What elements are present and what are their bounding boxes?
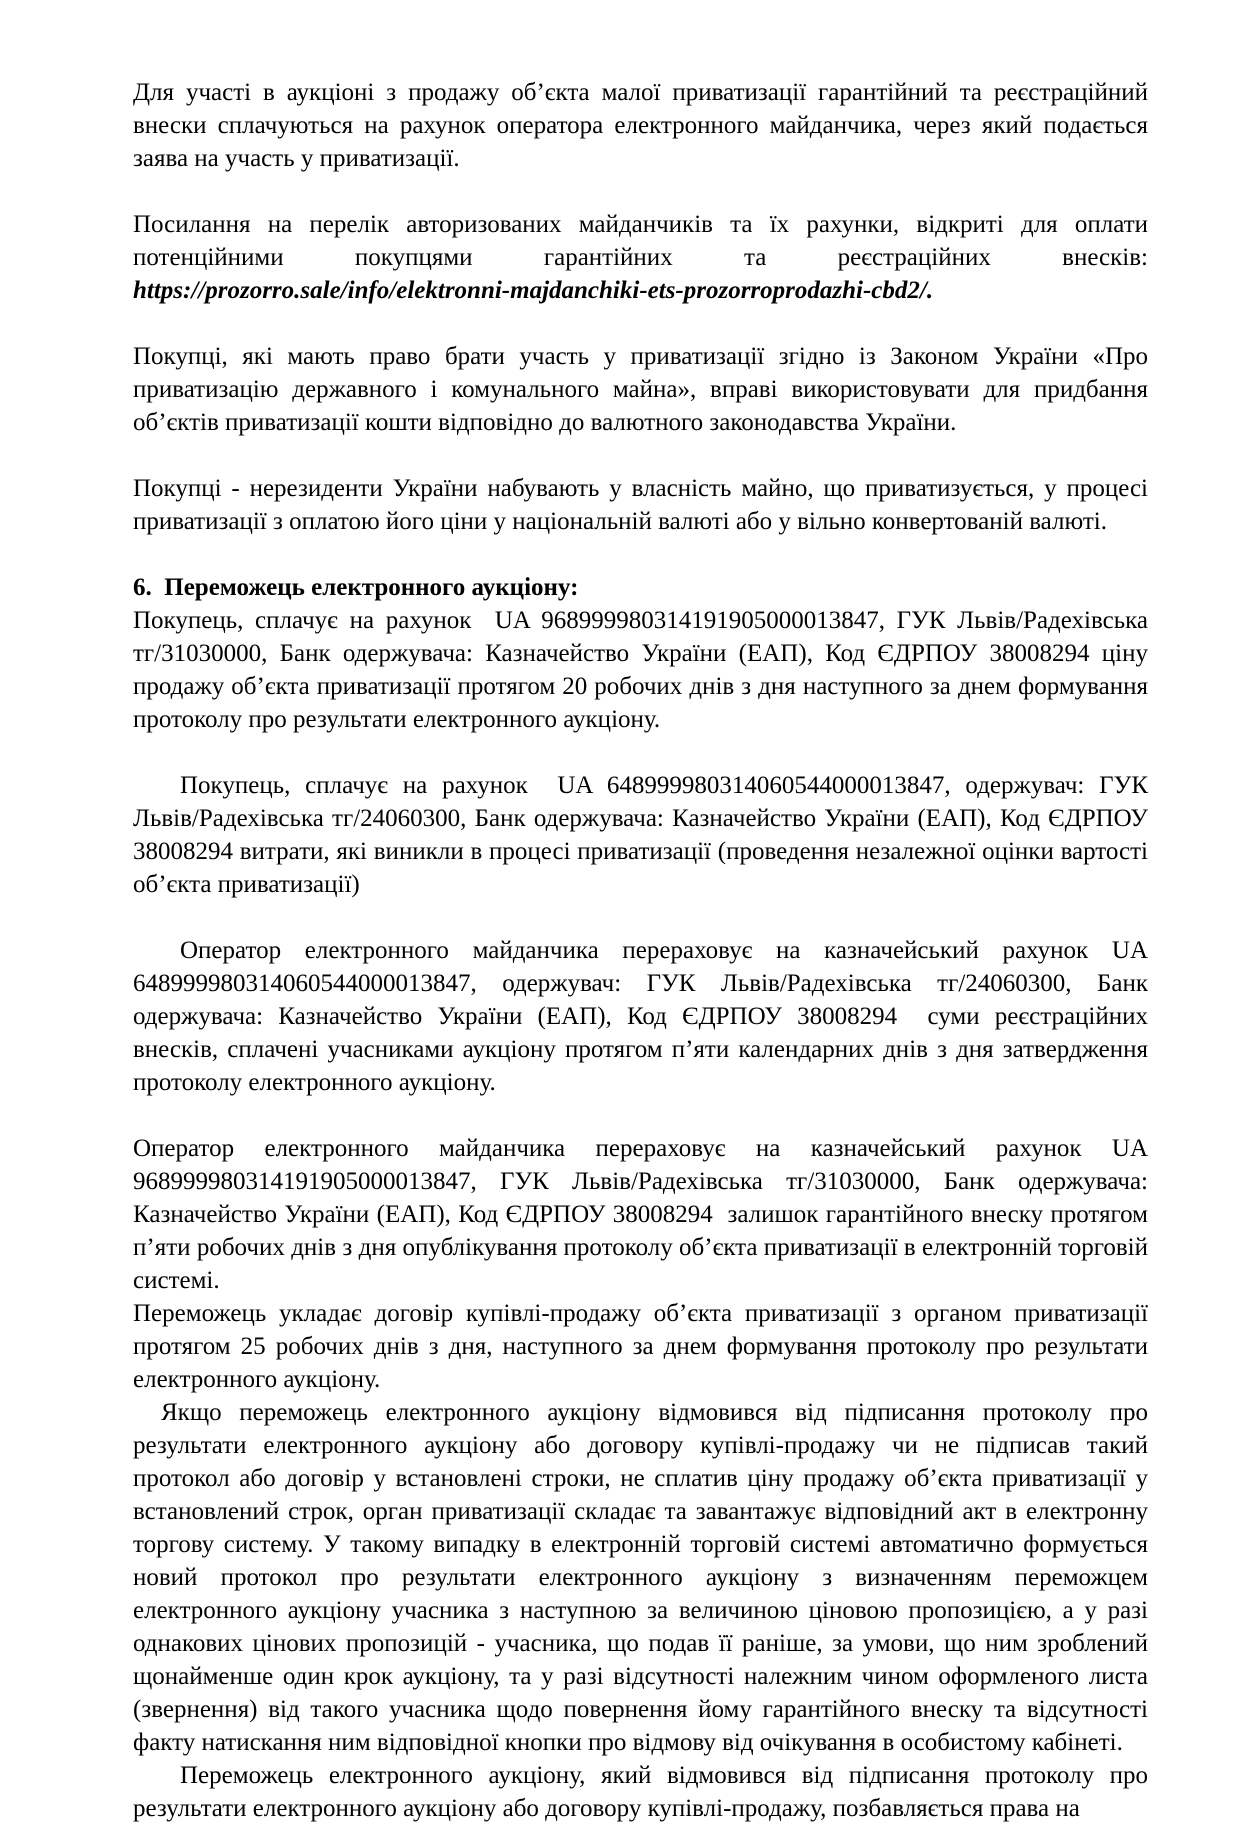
paragraph-winner-refusal-rights-loss: Переможець електронного аукціону, який відмовився від підписання протоколу про результати електронного аукціону або договору купівлі-продажу, позбавляється права на (133, 1762, 1148, 1822)
paragraph-platform-links-text: Посилання на перелік авторизованих майданчиків та їх рахунки, відкриті для оплати потенційними покупцями гарантійних та реєстраційних внесків: (133, 211, 1148, 271)
paragraph-payment-costs-account: Покупець, сплачує на рахунок UA 648999980314060544000013847, одержувач: ГУК Львів/Радехівська тг/24060300, Банк одержувача: Казначейство України (ЕАП), Код ЄДРПОУ 38008294 витрати, які виникли в процесі приватизації (проведення незалежної оцінки вартості об’єкта приватизації) (133, 772, 1148, 898)
prozorro-sale-link[interactable]: https://prozorro.sale/info/elektronni-majdanchiki-ets-prozorroprodazhi-cbd2/. (133, 277, 934, 304)
paragraph-payment-price-account: Покупець, сплачує на рахунок UA 968999980314191905000013847, ГУК Львів/Радехівська тг/31030000, Банк одержувача: Казначейство України (ЕАП), Код ЄДРПОУ 38008294 ціну продажу об’єкта приватизації протягом 20 робочих днів з дня наступного за днем формування протоколу про результати електронного аукціону. (133, 607, 1148, 733)
paragraph-platform-links (133, 208, 1148, 307)
paragraph-winner-refusal-consequences: Якщо переможець електронного аукціону відмовився від підписання протоколу про результати електронного аукціону або договору купівлі-продажу чи не підписав такий протокол або договір у встановлені строки, не сплатив ціну продажу об’єкта приватизації у встановлений строк, орган приватизації складає та завантажує відповідний акт в електронну торгову систему. У такому випадку в електронній торговій системі автоматично формується новий протокол про результати електронного аукціону з визначенням переможцем електронного аукціону учасника з наступною за величиною ціновою пропозицією, а у разі однакових цінових пропозицій - учасника, що подав її раніше, за умови, що ним зроблений щонайменше один крок аукціону, та у разі відсутності належним чином оформленого листа (звернення) від такого учасника щодо повернення йому гарантійного внеску та відсутності факту натискання ним відповідної кнопки про відмову від очікування в особистому кабінеті. (133, 1399, 1148, 1756)
paragraph-winner-contract: Переможець укладає договір купівлі-продажу об’єкта приватизації з органом приватизації протягом 25 робочих днів з дня, наступного за днем формування протоколу про результати електронного аукціону. (133, 1300, 1148, 1393)
paragraph-operator-registration-fees: Оператор електронного майданчика перераховує на казначейський рахунок UA 648999980314060544000013847, одержувач: ГУК Львів/Радехівська тг/24060300, Банк одержувача: Казначейство України (ЕАП), Код ЄДРПОУ 38008294 суми реєстраційних внесків, сплачені учасниками аукціону протягом п’яти календарних днів з дня затвердження протоколу електронного аукціону. (133, 937, 1148, 1096)
paragraph-operator-guarantee-balance: Оператор електронного майданчика перераховує на казначейський рахунок UA 968999980314191905000013847, ГУК Львів/Радехівська тг/31030000, Банк одержувача: Казначейство України (ЕАП), Код ЄДРПОУ 38008294 залишок гарантійного внеску протягом п’яти робочих днів з дня опублікування протоколу об’єкта приватизації в електронній торговій системі. (133, 1135, 1148, 1294)
section-heading-auction-winner: 6. Переможець електронного аукціону: (133, 574, 579, 601)
paragraph-auction-fees: Для участі в аукціоні з продажу об’єкта малої приватизації гарантійний та реєстраційний внески сплачуються на рахунок оператора електронного майданчика, через який подається заява на участь у приватизації. (133, 79, 1148, 172)
paragraph-nonresident-buyers: Покупці - нерезиденти України набувають у власність майно, що приватизується, у процесі приватизації з оплатою його ціни у національній валюті або у вільно конвертованій валюті. (133, 475, 1148, 535)
paragraph-buyers-rights: Покупці, які мають право брати участь у приватизації згідно із Законом України «Про приватизацію державного і комунального майна», вправі використовувати для придбання об’єктів приватизації кошти відповідно до валютного законодавства України. (133, 343, 1148, 436)
